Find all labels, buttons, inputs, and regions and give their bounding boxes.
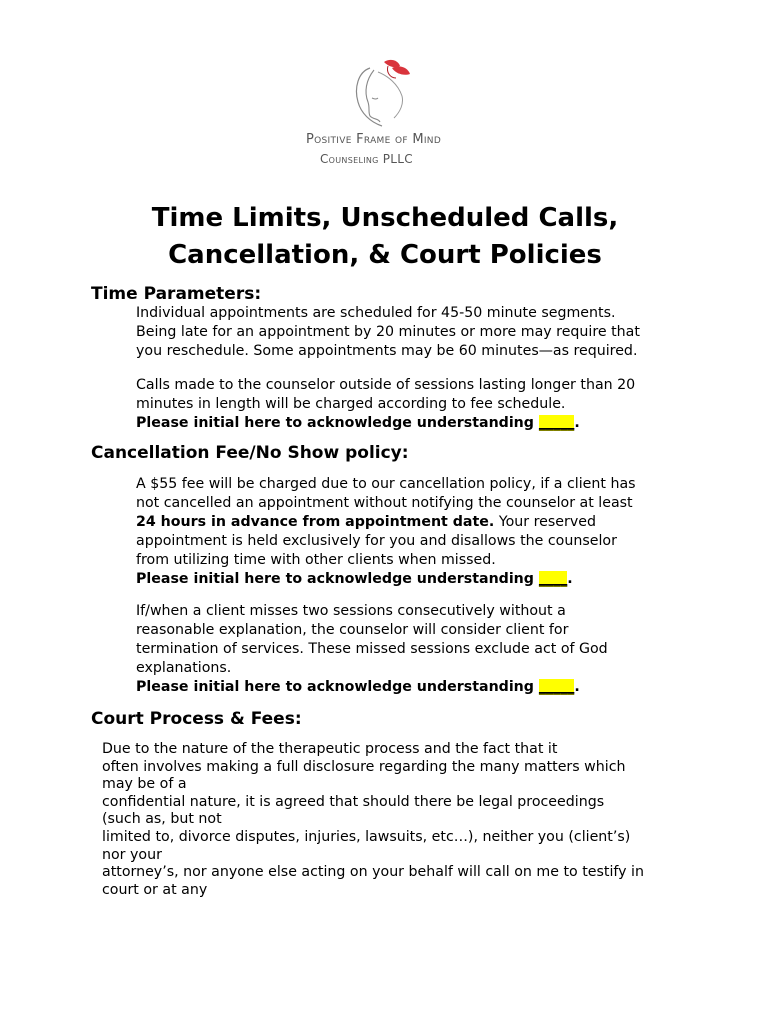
court-process-heading: Court Process & Fees:: [91, 709, 302, 729]
text-line: (such as, but not: [102, 811, 222, 828]
initial-blank-field[interactable]: _____: [538, 679, 575, 695]
text-line: Individual appointments are scheduled for 45-50 minute segments.: [136, 305, 616, 321]
text-line: If/when a client misses two sessions consecutively without a: [136, 603, 566, 619]
text-fragment: Your reserved: [494, 514, 596, 530]
text-line: explanations.: [136, 660, 232, 676]
document-title-line-1: Time Limits, Unscheduled Calls,: [151, 203, 619, 233]
document-title-line-2: Cancellation, & Court Policies: [168, 240, 602, 270]
logo-line-1: Positive Frame of Mind: [306, 132, 442, 147]
initial-blank-field[interactable]: ____: [538, 571, 568, 587]
cancellation-paragraph-2: [136, 602, 696, 697]
time-parameters-heading: Time Parameters:: [91, 284, 262, 304]
text-line: confidential nature, it is agreed that should there be legal proceedings: [102, 793, 605, 810]
text-line: appointment is held exclusively for you and disallows the counselor: [136, 533, 617, 549]
cancellation-paragraph-1: [136, 475, 696, 589]
time-parameters-paragraph-2: [136, 376, 696, 433]
initial-label: Please initial here to acknowledge understanding: [136, 415, 534, 431]
text-line: from utilizing time with other clients when missed.: [136, 552, 496, 568]
cancellation-heading: Cancellation Fee/No Show policy:: [91, 443, 409, 463]
text-line: [136, 513, 696, 532]
text-line: may be of a: [102, 776, 187, 793]
initial-period: .: [567, 571, 573, 587]
text-line: Being late for an appointment by 20 minutes or more may require that: [136, 324, 640, 340]
text-line: termination of services. These missed sessions exclude act of God: [136, 641, 608, 657]
initial-acknowledgement-2: [136, 570, 696, 589]
text-line: minutes in length will be charged according to fee schedule.: [136, 396, 566, 412]
court-process-paragraph: [102, 741, 692, 899]
initial-period: .: [574, 679, 580, 695]
logo-line-2: Counseling PLLC: [320, 152, 413, 166]
initial-acknowledgement-3: [136, 678, 696, 697]
text-line: often involves making a full disclosure regarding the many matters which: [102, 758, 626, 775]
text-line: not cancelled an appointment without notifying the counselor at least: [136, 495, 633, 511]
text-line: court or at any: [102, 881, 208, 898]
time-parameters-paragraph-1: [136, 304, 696, 361]
bold-notice: 24 hours in advance from appointment date.: [136, 514, 495, 530]
text-line: limited to, divorce disputes, injuries, lawsuits, etc…), neither you (client’s): [102, 828, 631, 845]
initial-label: Please initial here to acknowledge understanding: [136, 571, 534, 587]
initial-period: .: [574, 415, 580, 431]
text-line: reasonable explanation, the counselor will consider client for: [136, 622, 569, 638]
text-line: Calls made to the counselor outside of sessions lasting longer than 20: [136, 377, 636, 393]
text-line: you reschedule. Some appointments may be 60 minutes—as required.: [136, 343, 638, 359]
woman-profile-logo-icon: [348, 58, 418, 130]
text-line: attorney’s, nor anyone else acting on your behalf will call on me to testify in: [102, 864, 644, 881]
initial-blank-field[interactable]: _____: [538, 415, 575, 431]
text-line: nor your: [102, 846, 162, 863]
text-line: Due to the nature of the therapeutic process and the fact that it: [102, 741, 558, 757]
text-line: A $55 fee will be charged due to our cancellation policy, if a client has: [136, 476, 636, 492]
initial-label: Please initial here to acknowledge understanding: [136, 679, 534, 695]
initial-acknowledgement-1: [136, 414, 696, 433]
